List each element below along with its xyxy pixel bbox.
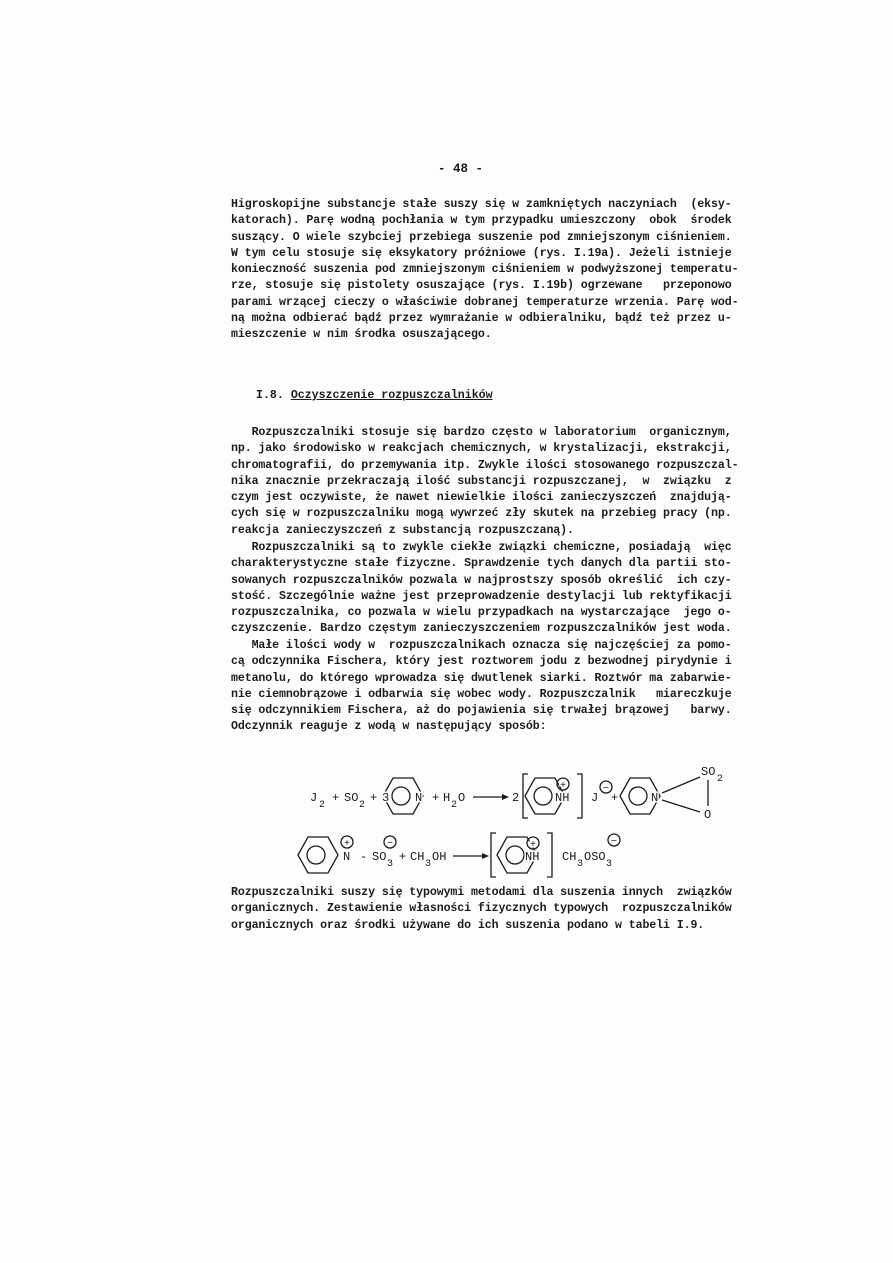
eq1-so-sub: 2 <box>359 800 366 811</box>
text-line: rozpuszczalnika, co pozwala w wielu przypadkach na wystarczające jego o- <box>231 606 732 620</box>
eq1-plus: + <box>611 791 619 805</box>
eq1-iodine-sub: 2 <box>319 800 326 811</box>
text-line: organicznych oraz środki używane do ich suszenia podano w tabeli I.9. <box>231 918 705 932</box>
eq2-minus-charge: − <box>611 837 618 848</box>
pyridine-ring <box>298 837 338 873</box>
eq1-pyridine-n: N <box>415 791 423 805</box>
paragraph-fischer <box>231 638 761 736</box>
eq2-minus-charge: − <box>387 839 394 850</box>
eq1-plus: + <box>370 791 378 805</box>
eq1-h: H <box>443 791 451 805</box>
text-line: się odczynnikiem Fischera, aż do pojawienia się trwałej brązowej barwy. <box>231 704 732 718</box>
page-number: - 48 - <box>438 162 484 176</box>
eq2-oh: OH <box>432 850 447 864</box>
paragraph-solvent-properties <box>231 540 761 638</box>
text-line: Rozpuszczalniki są to zwykle ciekłe związki chemiczne, posiadają więc <box>231 541 732 554</box>
text-line: chromatografii, do przemywania itp. Zwykle ilości stosowanego rozpuszczal- <box>231 458 739 472</box>
text-line: W tym celu stosuje się eksykatory próżniowe (rys. I.19a). Jeżeli istnieje <box>231 246 732 260</box>
equation-2 <box>341 833 620 877</box>
text-line: Higroskopijne substancje stałe suszy się w zamkniętych naczyniach (eksy- <box>231 198 732 211</box>
text-line: Odczynnik reaguje z wodą w następujący sposób: <box>231 720 547 734</box>
eq2-plus: + <box>399 850 407 864</box>
text-line: charakterystyczne stałe fizyczne. Sprawdzenie tych danych dla partii sto- <box>231 557 732 571</box>
eq1-o: O <box>458 791 466 805</box>
eq1-pyridinium-nh: NH <box>555 791 570 805</box>
section-heading <box>256 389 493 402</box>
text-line: cą odczynnika Fischera, który jest roztworem jodu z bezwodnej pirydynie i <box>231 655 732 669</box>
eq1-bond <box>662 777 700 793</box>
equation-1 <box>310 765 723 822</box>
eq1-minus-charge: − <box>603 784 610 795</box>
eq1-h-sub: 2 <box>451 800 458 811</box>
eq2-ch-sub: 3 <box>425 859 432 870</box>
paragraph-drying-solvents <box>231 885 761 934</box>
eq2-bracket-left <box>491 833 496 877</box>
eq2-dash: - <box>360 850 368 864</box>
text-line: Rozpuszczalniki stosuje się bardzo często w laboratorium organicznym, <box>231 426 732 439</box>
text-line: metanolu, do którego wprowadza się dwutlenek siarki. Roztwór ma zabarwie- <box>231 671 732 685</box>
eq2-pyridinium-nh: NH <box>525 850 540 864</box>
reaction-equations <box>280 760 750 885</box>
text-line: parami wrzącej cieczy o właściwie dobranej temperaturze wrzenia. Parę wod- <box>231 295 739 309</box>
text-line: sowanych rozpuszczalników pozwala w najprostszy sposób określić ich czy- <box>231 573 732 587</box>
eq2-arrowhead <box>482 853 489 859</box>
text-line: konieczność suszenia pod zmniejszonym ciśnieniem w podwyższonej temperatu- <box>231 263 739 277</box>
eq2-plus-charge: + <box>530 840 537 851</box>
paragraph-drying <box>231 197 761 344</box>
paragraph-solvents-intro <box>231 425 761 539</box>
eq1-iodine: J <box>310 791 318 805</box>
eq2-so-sub: 3 <box>387 859 394 870</box>
text-line: katorach). Parę wodną pochłania w tym przypadku umieszczony obok środek <box>231 214 732 228</box>
text-line: czym jest oczywiste, że nawet niewielkie ilości zanieczyszczeń znajdują- <box>231 491 732 505</box>
eq1-so: SO <box>344 791 359 805</box>
text-line: np. jako środowisko w reakcjach chemicznych, w krystalizacji, ekstrakcji, <box>231 442 732 456</box>
eq1-coef: 3 <box>382 791 390 805</box>
text-line: reakcja zanieczyszczeń z substancją rozpuszczaną). <box>231 523 574 537</box>
eq2-bracket-right <box>547 833 552 877</box>
eq2-methyl-sub: 3 <box>577 859 584 870</box>
text-line: stość. Szczególnie ważne jest przeprowadzenie destylacji lub rektyfikacji <box>231 589 732 603</box>
eq1-complex-so: SO <box>701 765 716 779</box>
eq2-oso-sub: 3 <box>606 859 613 870</box>
text-line: ną można odbierać bądź przez wymrażanie w odbieralniku, bądź też przez u- <box>231 312 732 326</box>
eq2-methyl: CH <box>562 850 577 864</box>
eq1-bond <box>662 800 700 812</box>
text-line: czyszczenie. Bardzo częstym zanieczyszczeniem rozpuszczalników jest woda. <box>231 622 732 636</box>
eq1-plus: + <box>432 791 440 805</box>
text-line: nika znacznie przekraczają ilość substancji rozpuszczanej, w związku z <box>231 474 732 488</box>
eq2-plus-charge: + <box>344 839 351 850</box>
eq1-complex-o: O <box>704 808 712 822</box>
text-line: suszący. O wiele szybciej przebiega suszenie pod zmniejszonym ciśnieniem. <box>231 230 732 244</box>
text-line: organicznych. Zestawienie własności fizycznych typowych rozpuszczalników <box>231 902 732 916</box>
text-line: nie ciemnobrązowe i odbarwia się wobec wody. Rozpuszczalnik miareczkuje <box>231 687 732 701</box>
eq1-complex-n: N <box>651 791 659 805</box>
eq1-coef2: 2 <box>512 791 520 805</box>
eq2-so: SO <box>372 850 387 864</box>
eq1-bracket-right <box>577 774 582 818</box>
eq2-oso: OSO <box>584 850 606 864</box>
text-line: rze, stosuje się pistolety osuszające (rys. I.19b) ogrzewane przeponowo <box>231 279 732 293</box>
eq1-plus: + <box>332 791 340 805</box>
text-line: cych się w rozpuszczalniku mogą wywrzeć zły skutek na przebieg pracy (np. <box>231 507 732 521</box>
eq2-ch: CH <box>410 850 425 864</box>
text-line: Małe ilości wody w rozpuszczalnikach oznacza się najczęściej za pomo- <box>231 639 732 652</box>
eq1-complex-so-sub: 2 <box>717 774 724 785</box>
eq1-plus-charge: + <box>560 781 567 792</box>
eq1-iodide: J <box>591 791 599 805</box>
section-number: I.8. <box>256 389 284 402</box>
text-line: Rozpuszczalniki suszy się typowymi metodami dla suszenia innych związków <box>231 886 732 899</box>
eq1-arrowhead <box>502 794 509 800</box>
eq2-n: N <box>343 850 351 864</box>
section-title: Oczyszczenie rozpuszczalników <box>290 389 493 402</box>
text-line: mieszczenie w nim środka osuszającego. <box>231 328 492 342</box>
